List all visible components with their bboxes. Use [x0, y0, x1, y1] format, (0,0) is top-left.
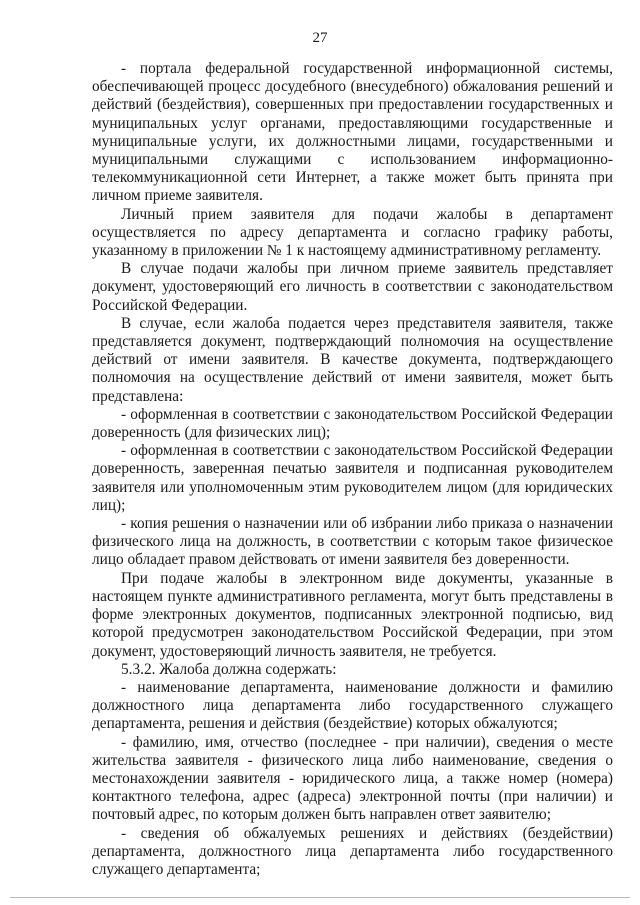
list-item: - наименование департамента, наименование должности и фамилию должностного лица департамента либо государственного служащего департамента, решения и действия (бездействие) которых обжалуются;: [92, 678, 613, 733]
paragraph: - портала федеральной государственной информационной системы, обеспечивающей процесс досудебного (внесудебного) обжалования решений и действий (бездействия), совершенных при предоставлении государственных и муниципальных услуг органами, предоставляющими государственные и муниципальные услуги, их должностными лицами, государственными и муниципальными служащими с использованием информационно-телекоммуникационной сети Интернет, а также может быть принята при личном приеме заявителя.: [92, 60, 613, 205]
page-number: 27: [312, 30, 328, 46]
paragraph: В случае подачи жалобы при личном приеме заявитель представляет документ, удостоверяющий его личность в соответствии с законодательством Российской Федерации.: [92, 260, 613, 314]
list-item: - сведения об обжалуемых решениях и действиях (бездействии) департамента, должностного лица департамента либо государственного служащего департамента;: [92, 824, 613, 878]
scan-edge-line: [10, 897, 630, 898]
section-heading: 5.3.2. Жалоба должна содержать:: [121, 660, 337, 678]
paragraph: В случае, если жалоба подается через представителя заявителя, также представляется документ, подтверждающий полномочия на осуществление действий от имени заявителя. В качестве документа, подтверждающего полномочия на осуществление действий от имени заявителя, может быть представлена:: [92, 314, 613, 405]
paragraph: Личный прием заявителя для подачи жалобы в департамент осуществляется по адресу департамента и согласно графику работы, указанному в приложении № 1 к настоящему административному регламенту.: [92, 205, 613, 260]
page-body: [92, 60, 613, 879]
list-item: - оформленная в соответствии с законодательством Российской Федерации доверенность, заверенная печатью заявителя и подписанная руководителем заявителя или уполномоченным этим руководителем лицом (для юридических лиц);: [92, 442, 613, 514]
list-item: - фамилию, имя, отчество (последнее - при наличии), сведения о месте жительства заявителя - физического лица либо наименование, сведения о местонахождении заявителя - юридического лица, а также номер (номера) контактного телефона, адрес (адреса) электронной почты (при наличии) и почтовый адрес, по которым должен быть направлен ответ заявителю;: [92, 733, 613, 824]
list-item: - оформленная в соответствии с законодательством Российской Федерации доверенность (для физических лиц);: [92, 405, 613, 442]
list-item: - копия решения о назначении или об избрании либо приказа о назначении физического лица на должность, в соответствии с которым такое физическое лицо обладает правом действовать от имени заявителя без доверенности.: [92, 515, 613, 569]
paragraph: При подаче жалобы в электронном виде документы, указанные в настоящем пункте административного регламента, могут быть представлены в форме электронных документов, подписанных электронной подписью, вид которой предусмотрен законодательством Российской Федерации, при этом документ, удостоверяющий личность заявителя, не требуется.: [92, 569, 613, 660]
